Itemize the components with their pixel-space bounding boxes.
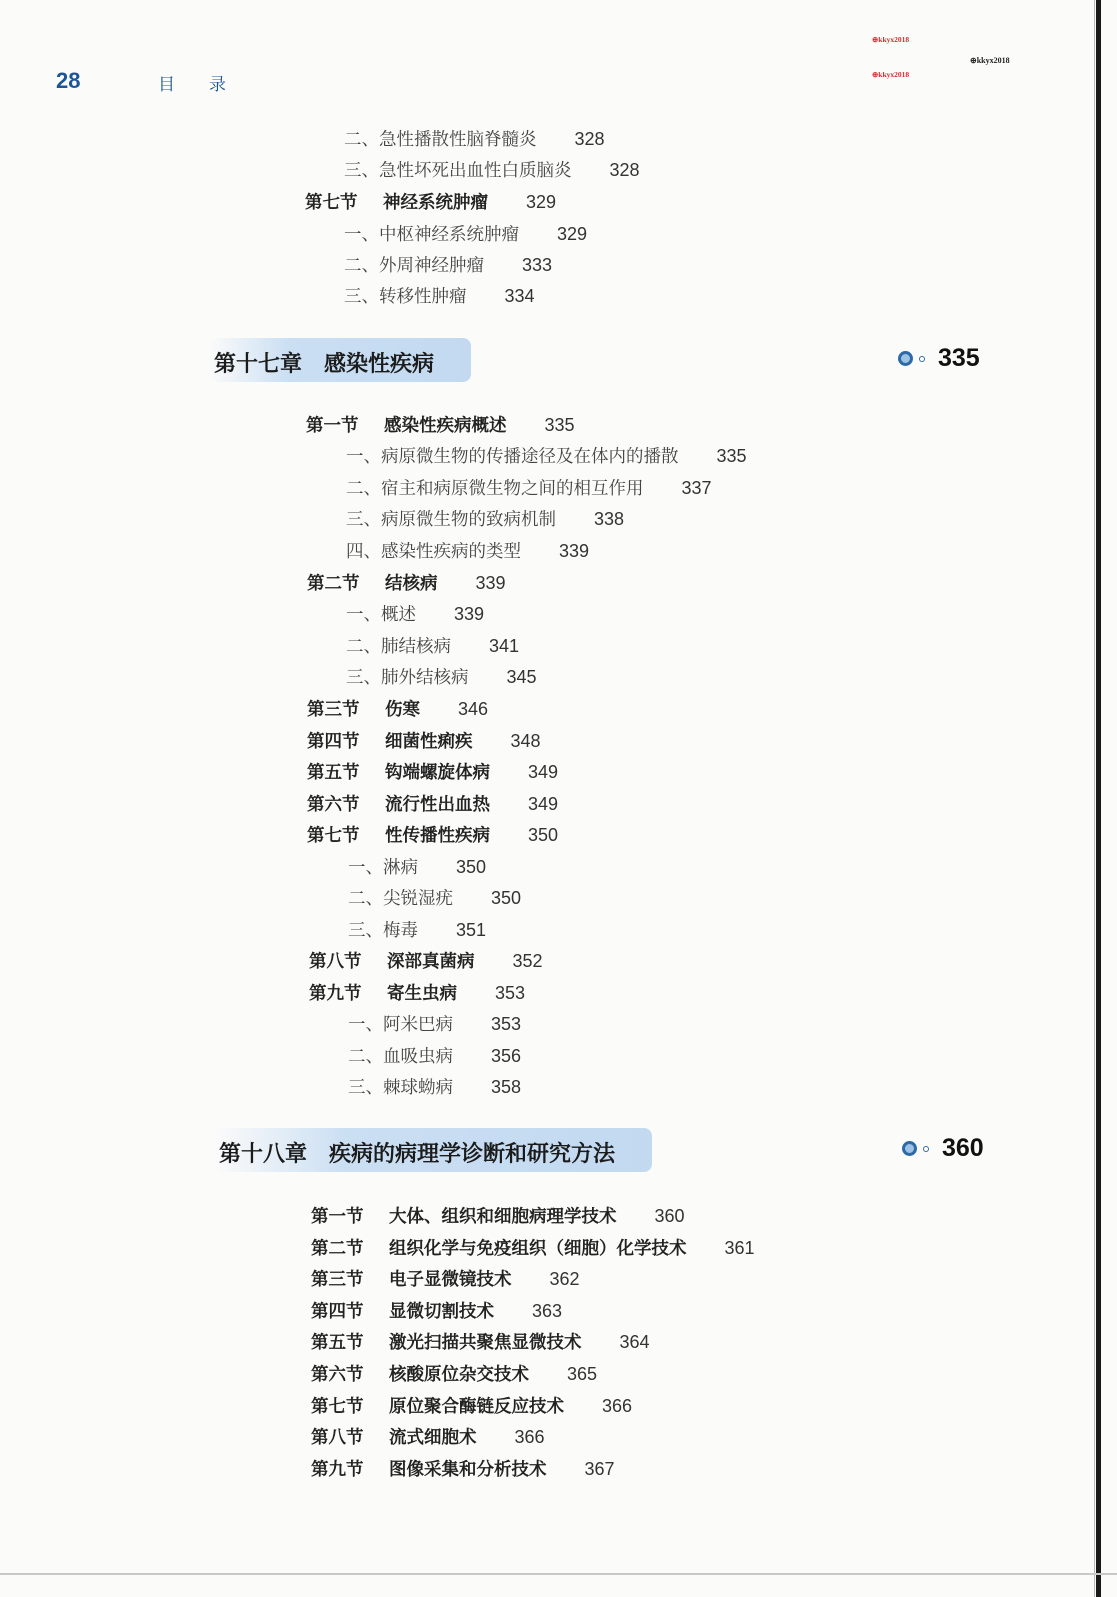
toc-page-number: 349 xyxy=(528,794,559,814)
toc-page-number: 364 xyxy=(619,1332,650,1352)
toc-entry-title: 三、肺外结核病 xyxy=(346,668,469,688)
chapter-page-number: 360 xyxy=(942,1134,984,1162)
watermark: ⊕kkyx2018 xyxy=(970,56,1010,65)
toc-page-number: 338 xyxy=(594,509,625,529)
toc-section-entry xyxy=(311,1266,580,1291)
toc-page-number: 339 xyxy=(559,541,590,561)
toc-entry-title: 一、淋病 xyxy=(348,858,418,878)
chapter-number: 第十八章 xyxy=(219,1142,308,1167)
toc-section-entry xyxy=(307,728,541,753)
toc-section-label: 第八节 xyxy=(309,952,362,972)
toc-page-number: 345 xyxy=(506,667,537,687)
toc-section-label: 第五节 xyxy=(307,763,360,783)
bullet-ring-icon xyxy=(923,1146,929,1152)
toc-section-entry xyxy=(305,189,556,214)
toc-page-number: 353 xyxy=(491,1014,522,1034)
toc-entry-title: 三、病原微生物的致病机制 xyxy=(346,510,556,530)
toc-page-number: 363 xyxy=(532,1301,563,1321)
toc-subsection-entry xyxy=(348,1011,521,1036)
toc-section-entry xyxy=(311,1203,685,1228)
toc-entry-title: 寄生虫病 xyxy=(387,984,457,1004)
toc-entry-title: 显微切割技术 xyxy=(389,1302,494,1322)
watermark: ⊕kkyx2018 xyxy=(872,70,910,79)
toc-entry-title: 结核病 xyxy=(385,574,438,594)
toc-entry-title: 二、外周神经肿瘤 xyxy=(344,256,484,276)
toc-section-entry xyxy=(307,822,558,847)
toc-entry-title: 二、宿主和病原微生物之间的相互作用 xyxy=(346,479,644,499)
page-edge-bottom xyxy=(0,1573,1117,1575)
toc-page-number: 337 xyxy=(681,478,712,498)
toc-entry-title: 激光扫描共聚焦显微技术 xyxy=(389,1333,582,1353)
toc-page-number: 366 xyxy=(602,1396,633,1416)
toc-entry-title: 一、中枢神经系统肿瘤 xyxy=(344,225,519,245)
toc-entry-title: 一、概述 xyxy=(346,605,416,625)
toc-page-number: 356 xyxy=(491,1046,522,1066)
toc-entry-title: 组织化学与免疫组织（细胞）化学技术 xyxy=(389,1239,687,1259)
toc-section-label: 第四节 xyxy=(307,732,360,752)
toc-entry-title: 三、棘球蚴病 xyxy=(348,1078,453,1098)
toc-section-label: 第二节 xyxy=(307,574,360,594)
toc-entry-title: 伤寒 xyxy=(385,700,420,720)
toc-page-number: 341 xyxy=(489,636,520,656)
toc-entry-title: 原位聚合酶链反应技术 xyxy=(389,1397,564,1417)
toc-page-number: 348 xyxy=(510,731,541,751)
toc-section-label: 第一节 xyxy=(311,1207,364,1227)
toc-entry-title: 性传播性疾病 xyxy=(385,826,490,846)
page-number: 28 xyxy=(56,68,81,93)
toc-section-entry xyxy=(307,696,488,721)
toc-subsection-entry xyxy=(346,506,624,531)
toc-section-label: 第七节 xyxy=(311,1397,364,1417)
toc-subsection-entry xyxy=(348,917,486,942)
toc-page-number: 339 xyxy=(454,604,485,624)
chapter-heading xyxy=(209,338,471,382)
toc-subsection-entry xyxy=(344,157,640,182)
toc-section-entry xyxy=(311,1456,615,1481)
toc-page-number: 366 xyxy=(514,1427,545,1447)
chapter-title: 疾病的病理学诊断和研究方法 xyxy=(329,1142,616,1167)
toc-subsection-entry xyxy=(344,283,535,308)
chapter-page-number: 335 xyxy=(938,344,980,372)
chapter-heading xyxy=(214,1128,652,1172)
toc-entry-title: 大体、组织和细胞病理学技术 xyxy=(389,1207,617,1227)
chapter-page xyxy=(902,1134,984,1163)
toc-entry-title: 核酸原位杂交技术 xyxy=(389,1365,529,1385)
toc-page-number: 350 xyxy=(491,888,522,908)
toc-subsection-entry xyxy=(348,1074,521,1099)
toc-entry-title: 钩端螺旋体病 xyxy=(385,763,490,783)
toc-section-entry xyxy=(311,1235,755,1260)
toc-section-entry xyxy=(311,1298,562,1323)
toc-section-entry xyxy=(309,948,543,973)
toc-subsection-entry xyxy=(346,601,484,626)
chapter-page xyxy=(898,344,980,373)
toc-page-number: 351 xyxy=(456,920,487,940)
toc-entry-title: 细菌性痢疾 xyxy=(385,732,473,752)
toc-section-label: 第三节 xyxy=(311,1270,364,1290)
toc-subsection-entry xyxy=(348,1043,521,1068)
toc-section-entry xyxy=(311,1424,545,1449)
toc-section-entry xyxy=(311,1361,597,1386)
toc-page-number: 362 xyxy=(549,1269,580,1289)
toc-section-label: 第九节 xyxy=(311,1460,364,1480)
toc-entry-title: 二、急性播散性脑脊髓炎 xyxy=(344,130,537,150)
toc-entry-title: 二、肺结核病 xyxy=(346,637,451,657)
toc-section-entry xyxy=(307,759,558,784)
toc-page-number: 367 xyxy=(584,1459,615,1479)
toc-subsection-entry xyxy=(344,126,605,151)
toc-subsection-entry xyxy=(346,633,519,658)
page-edge-right xyxy=(1096,0,1101,1597)
toc-page-number: 339 xyxy=(475,573,506,593)
toc-section-label: 第六节 xyxy=(307,795,360,815)
toc-section-entry xyxy=(309,980,525,1005)
toc-entry-title: 三、急性坏死出血性白质脑炎 xyxy=(344,161,572,181)
toc-page-number: 365 xyxy=(567,1364,598,1384)
toc-section-entry xyxy=(311,1329,650,1354)
page-edge-right-inner xyxy=(1094,0,1095,1597)
toc-page-number: 360 xyxy=(654,1206,685,1226)
toc-page-number: 335 xyxy=(544,415,575,435)
toc-entry-title: 四、感染性疾病的类型 xyxy=(346,542,521,562)
toc-section-entry xyxy=(307,791,558,816)
toc-section-entry xyxy=(311,1393,632,1418)
toc-subsection-entry xyxy=(344,221,587,246)
toc-page-number: 329 xyxy=(526,192,557,212)
toc-page-number: 350 xyxy=(456,857,487,877)
toc-section-label: 第七节 xyxy=(307,826,360,846)
toc-section-label: 第二节 xyxy=(311,1239,364,1259)
toc-entry-title: 二、血吸虫病 xyxy=(348,1047,453,1067)
toc-entry-title: 流式细胞术 xyxy=(389,1428,477,1448)
toc-page-number: 334 xyxy=(504,286,535,306)
toc-subsection-entry xyxy=(344,252,552,277)
toc-page-number: 349 xyxy=(528,762,559,782)
toc-page-number: 353 xyxy=(495,983,526,1003)
toc-entry-title: 深部真菌病 xyxy=(387,952,475,972)
toc-entry-title: 神经系统肿瘤 xyxy=(383,193,488,213)
toc-section-label: 第九节 xyxy=(309,984,362,1004)
toc-entry-title: 三、梅毒 xyxy=(348,921,418,941)
toc-subsection-entry xyxy=(348,885,521,910)
toc-page-number: 329 xyxy=(557,224,588,244)
toc-entry-title: 流行性出血热 xyxy=(385,795,490,815)
toc-subsection-entry xyxy=(348,854,486,879)
toc-section-entry xyxy=(306,412,575,437)
toc-entry-title: 一、阿米巴病 xyxy=(348,1015,453,1035)
toc-section-entry xyxy=(307,570,506,595)
watermark: ⊕kkyx2018 xyxy=(872,35,910,44)
toc-page-number: 328 xyxy=(574,129,605,149)
toc-entry-title: 三、转移性肿瘤 xyxy=(344,287,467,307)
bullet-dot-icon xyxy=(902,1141,917,1156)
toc-section-label: 第一节 xyxy=(306,416,359,436)
toc-page-number: 328 xyxy=(609,160,640,180)
toc-entry-title: 感染性疾病概述 xyxy=(384,416,507,436)
toc-entry-title: 电子显微镜技术 xyxy=(389,1270,512,1290)
toc-section-label: 第五节 xyxy=(311,1333,364,1353)
toc-page-number: 346 xyxy=(458,699,489,719)
toc-subsection-entry xyxy=(346,443,747,468)
toc-entry-title: 一、病原微生物的传播途径及在体内的播散 xyxy=(346,447,679,467)
toc-section-label: 第八节 xyxy=(311,1428,364,1448)
header-title: 目录 xyxy=(158,75,260,95)
toc-entry-title: 图像采集和分析技术 xyxy=(389,1460,547,1480)
toc-page-number: 333 xyxy=(522,255,553,275)
bullet-dot-icon xyxy=(898,351,913,366)
toc-entry-title: 二、尖锐湿疣 xyxy=(348,889,453,909)
toc-section-label: 第四节 xyxy=(311,1302,364,1322)
chapter-title: 感染性疾病 xyxy=(324,352,435,377)
bullet-ring-icon xyxy=(919,356,925,362)
toc-page-number: 352 xyxy=(512,951,543,971)
toc-subsection-entry xyxy=(346,538,589,563)
toc-subsection-entry xyxy=(346,475,712,500)
toc-page-number: 358 xyxy=(491,1077,522,1097)
chapter-number: 第十七章 xyxy=(214,352,303,377)
toc-section-label: 第六节 xyxy=(311,1365,364,1385)
toc-section-label: 第七节 xyxy=(305,193,358,213)
toc-subsection-entry xyxy=(346,664,537,689)
toc-page-number: 350 xyxy=(528,825,559,845)
toc-page-number: 361 xyxy=(724,1238,755,1258)
toc-section-label: 第三节 xyxy=(307,700,360,720)
toc-page-number: 335 xyxy=(716,446,747,466)
